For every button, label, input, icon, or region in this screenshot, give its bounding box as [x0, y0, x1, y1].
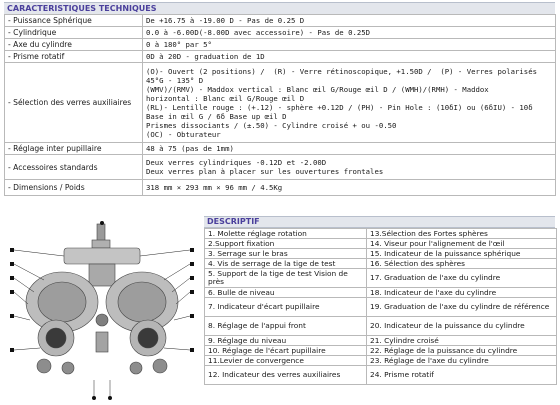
spec-value: 318 mm × 293 mm × 96 mm / 4.5Kg [143, 180, 556, 196]
phoropter-diagram [4, 220, 200, 402]
desc-item: 2.Support fixation [205, 239, 367, 249]
spec-value: 0 à 180° par 5° [143, 39, 556, 51]
spec-value: 0D à 20D - graduation de 1D [143, 51, 556, 63]
spec-label: - Cylindrique [5, 27, 143, 39]
desc-item: 4. Vis de serrage de la tige de test [205, 259, 367, 269]
table-row [205, 288, 557, 298]
spec-value: 0.0 à -6.00D(-8.00D avec accessoire) - Pas de 0.25D [143, 27, 556, 39]
table-row [5, 39, 556, 51]
spec-value: 48 à 75 (pas de 1mm) [143, 143, 556, 155]
desc-item: 1. Molette réglage rotation [205, 229, 367, 239]
desc-item: 12. Indicateur des verres auxiliaires [205, 366, 367, 385]
table-row [205, 239, 557, 249]
desc-item: 6. Bulle de niveau [205, 288, 367, 298]
table-row [205, 259, 557, 269]
desc-item: 5. Support de la tige de test Vision de près [205, 269, 367, 288]
table-row [5, 27, 556, 39]
table-row [5, 155, 556, 180]
desc-item: 7. Indicateur d'écart pupillaire [205, 298, 367, 317]
desc-item: 13.Sélection des Fortes sphères [367, 229, 557, 239]
desc-item: 19. Graduation de l'axe du cylindre de référence [367, 298, 557, 317]
table-row [205, 366, 557, 385]
spec-label: - Prisme rotatif [5, 51, 143, 63]
desc-item: 8. Réglage de l'appui front [205, 317, 367, 336]
desc-item: 18. Indicateur de l'axe du cylindre [367, 288, 557, 298]
desc-item: 23. Réglage de l'axe du cylindre [367, 356, 557, 366]
desc-table [204, 228, 557, 385]
desc-item: 21. Cylindre croisé [367, 336, 557, 346]
table-row [5, 15, 556, 27]
table-row [5, 63, 556, 143]
desc-section-title: DESCRIPTIF [204, 216, 555, 228]
desc-item: 20. Indicateur de la puissance du cylindre [367, 317, 557, 336]
spec-label: - Puissance Sphérique [5, 15, 143, 27]
desc-item: 14. Viseur pour l'alignement de l'œil [367, 239, 557, 249]
spec-value: (O)- Ouvert (2 positions) / (R) - Verre rétinoscopique, +1.50D / (P) - Verres polarisés 45°G - 135° D (WMV)/(RMV) - Maddox vertical : Blanc œil G/Rouge œil D / (WMH)/(RMH) - Maddox horizontal : Blanc œil G/Rouge œil D (RL)- Lentille rouge : (+.12) - sphère +0.12D / (PH) - Pin Hole : (10δI) ou (6δIU) - 10δ Base in œil G / 6δ Base up œil D Prismes dissociants / (±.50) - Cylindre croisé + ou -0.50 (OC) - Obturateur [143, 63, 556, 143]
desc-item: 17. Graduation de l'axe du cylindre [367, 269, 557, 288]
spec-label: - Sélection des verres auxiliaires [5, 63, 143, 143]
table-row [205, 346, 557, 356]
spec-value: De +16.75 à -19.00 D - Pas de 0.25 D [143, 15, 556, 27]
table-row [5, 180, 556, 196]
table-row [205, 298, 557, 317]
desc-item: 15. Indicateur de la puissance sphérique [367, 249, 557, 259]
desc-item: 16. Sélection des sphères [367, 259, 557, 269]
spec-label: - Axe du cylindre [5, 39, 143, 51]
spec-label: - Dimensions / Poids [5, 180, 143, 196]
desc-item: 24. Prisme rotatif [367, 366, 557, 385]
spec-table [4, 14, 556, 196]
table-row [205, 269, 557, 288]
spec-label: - Réglage inter pupillaire [5, 143, 143, 155]
table-row [5, 51, 556, 63]
desc-item: 22. Réglage de la puissance du cylindre [367, 346, 557, 356]
table-row [205, 249, 557, 259]
table-row [205, 317, 557, 336]
table-row [205, 336, 557, 346]
desc-item: 11.Levier de convergence [205, 356, 367, 366]
table-row [5, 143, 556, 155]
spec-label: - Accessoires standards [5, 155, 143, 180]
desc-item: 9. Réglage du niveau [205, 336, 367, 346]
table-row [205, 356, 557, 366]
desc-item: 3. Serrage sur le bras [205, 249, 367, 259]
spec-section-title: CARACTERISTIQUES TECHNIQUES [4, 2, 555, 15]
spec-value: Deux verres cylindriques -0.12D et -2.00D Deux verres plan à placer sur les ouvertures frontales [143, 155, 556, 180]
table-row [205, 229, 557, 239]
desc-item: 10. Réglage de l'écart pupillaire [205, 346, 367, 356]
